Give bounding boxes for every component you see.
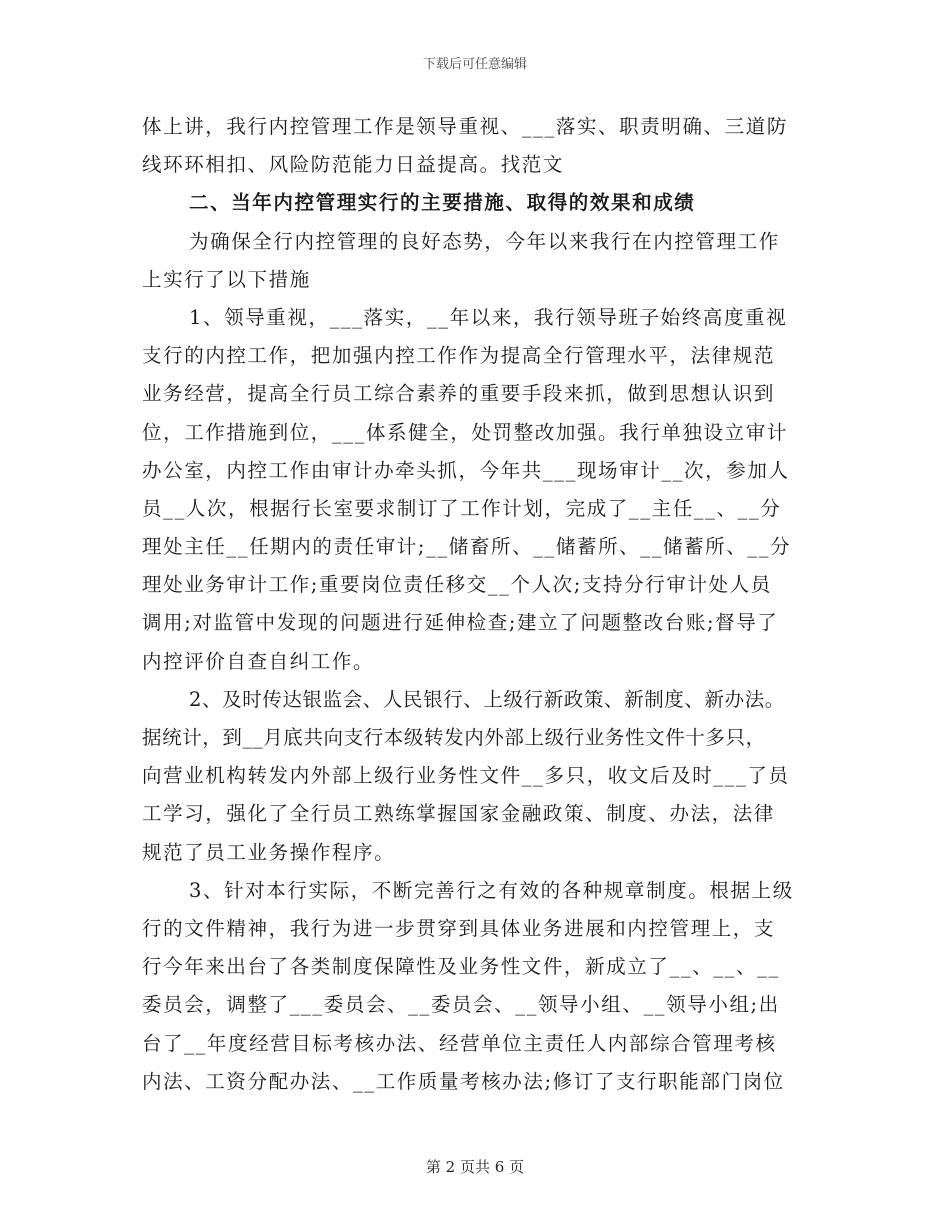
body-line: 工学习，强化了全行员工熟练掌握国家金融政策、制度、办法，法律: [142, 802, 776, 826]
body-line: 理处主任__任期内的责任审计;__储畜所、__储蓄所、__储蓄所、__分: [142, 535, 792, 559]
body-line: 委员会，调整了___委员会、__委员会、__领导小组、__领导小组;出: [142, 993, 780, 1017]
body-line: 行的文件精神，我行为进一步贯穿到具体业务进展和内控管理上，支: [142, 916, 776, 940]
body-line: 为确保全行内控管理的良好态势，今年以来我行在内控管理工作: [189, 229, 780, 253]
body-line: 理处业务审计工作;重要岗位责任移交__个人次;支持分行审计处人员: [142, 573, 772, 597]
body-line: 2、及时传达银监会、人民银行、上级行新政策、新制度、新办法。: [189, 687, 785, 711]
body-line: 调用;对监管中发现的问题进行延伸检查;建立了问题整改台账;督导了: [142, 611, 779, 635]
body-line: 线环环相扣、风险防范能力日益提高。找范文: [142, 153, 565, 177]
body-line: 位，工作措施到位，___体系健全，处罚整改加强。我行单独设立审计: [142, 420, 788, 444]
body-line: 行今年来出台了各类制度保障性及业务性文件，新成立了__、__、__: [142, 955, 780, 979]
body-line: 向营业机构转发内外部上级行业务性文件__多只，收文后及时___了员: [142, 764, 790, 788]
body-line: 规范了员工业务操作程序。: [142, 840, 396, 864]
body-line: 员__人次，根据行长室要求制订了工作计划，完成了__主任__、__分: [142, 496, 782, 520]
body-line: 内控评价自查自纠工作。: [142, 649, 375, 673]
body-line: 支行的内控工作，把加强内控工作作为提高全行管理水平，法律规范: [142, 344, 776, 368]
body-line: 业务经营，提高全行员工综合素养的重要手段来抓，做到思想认识到: [142, 382, 776, 406]
section-heading: 二、当年内控管理实行的主要措施、取得的效果和成绩: [189, 191, 696, 215]
body-line: 体上讲，我行内控管理工作是领导重视、___落实、职责明确、三道防: [142, 115, 788, 138]
body-line: 内法、工资分配办法、__工作质量考核办法;修订了支行职能部门岗位: [142, 1069, 785, 1093]
body-line: 上实行了以下措施: [142, 267, 311, 291]
body-line: 3、针对本行实际，不断完善行之有效的各种规章制度。根据上级: [189, 878, 794, 902]
body-line: 1、领导重视，___落实，__年以来，我行领导班子始终高度重视: [189, 305, 788, 329]
page-footer: 第 2 页共 6 页: [425, 1158, 525, 1176]
body-line: 据统计，到__月底共向支行本级转发内外部上级行业务性文件十多只，: [142, 726, 766, 749]
document-body: [142, 108, 832, 1101]
body-line: 台了__年度经营目标考核办法、经营单位主责任人内部综合管理考核: [142, 1031, 777, 1055]
body-line: 办公室，内控工作由审计办牵头抓，今年共___现场审计__次，参加人: [142, 458, 790, 482]
page-header: 下载后可任意编辑: [422, 57, 527, 72]
